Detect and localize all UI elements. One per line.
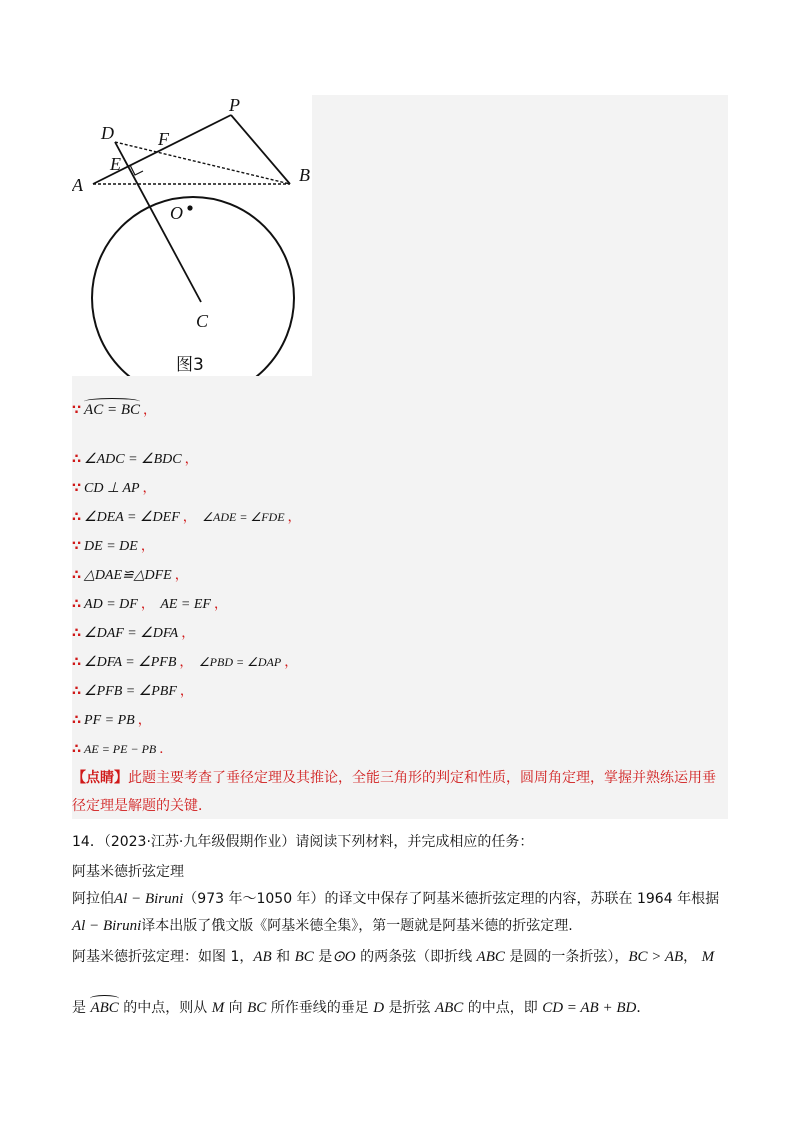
chord-pb [231, 115, 290, 184]
figure-caption: 图3 [176, 355, 204, 375]
proof-line-9: ∴ ∠DFA = ∠PFB ， ∠PBD = ∠DAP ， [72, 654, 298, 670]
label-b: B [299, 165, 310, 185]
label-d: D [101, 123, 114, 143]
paragraph-line-4: 是 ABC 的中点，则从 M 向 BC 所作垂线的垂足 D 是折弦 ABC 的中点，即 CD = AB + BD． [72, 997, 732, 1019]
note-text-1: 此题主要考查了垂径定理及其推论，全能三角形的判定和性质，圆周角定理，掌握并熟练运用垂 [128, 770, 716, 786]
chord-db [115, 142, 290, 184]
label-e: E [110, 154, 121, 174]
paragraph-line-2: Al − Biruni译本出版了俄文版《阿基米德全集》，第一题就是阿基米德的折弦定理. [72, 918, 573, 934]
proof-line-5: ∵ DE = DE ， [72, 538, 155, 554]
proof-line-10: ∴ ∠PFB = ∠PBF ， [72, 683, 194, 699]
question-header [72, 831, 732, 853]
note-tag: 【点睛】 [72, 770, 128, 786]
question-source: （2023·江苏·九年级假期作业）请阅读下列材料，并完成相应的任务： [103, 834, 534, 850]
paragraph-line-1: 阿拉伯Al − Biruni（973 年～1050 年）的译文中保存了阿基米德折弦定理的内容，苏联在 1964 年根据 [72, 891, 720, 907]
note-text-2: 径定理是解题的关键． [72, 798, 212, 814]
proof-line-8: ∴ ∠DAF = ∠DFA ， [72, 625, 195, 641]
proof-line-3: ∵ CD ⊥ AP ， [72, 480, 157, 496]
proof-line-1: ∵ AC = BC ， [72, 402, 157, 418]
proof-line-2: ∴ ∠ADC = ∠BDC ， [72, 451, 199, 467]
geometry-figure [72, 95, 312, 376]
label-o: O [170, 203, 183, 223]
proof-line-11: ∴ PF = PB ， [72, 712, 152, 728]
proof-line-7: ∴ AD = DF ， AE = EF ， [72, 596, 228, 612]
center-dot [187, 205, 192, 210]
proof-line-4: ∴ ∠DEA = ∠DEF ， ∠ADE = ∠FDE ， [72, 509, 302, 525]
proof-line-12: ∴ AE = PE − PB ． [72, 741, 173, 757]
label-p: P [229, 95, 240, 115]
proof-line-6: ∴ △DAE≌△DFE ， [72, 567, 189, 583]
label-c: C [196, 311, 209, 331]
theorem-heading: 阿基米德折弦定理 [72, 864, 184, 880]
question-number: 14． [72, 834, 104, 850]
circle-diagram [72, 95, 312, 376]
label-a: A [72, 175, 83, 195]
label-f: F [158, 129, 169, 149]
key-point-note [72, 764, 728, 820]
paragraph-line-3: 阿基米德折弦定理：如图 1，AB 和 BC 是⊙O 的两条弦（即折线 ABC 是圆的一条折弦），BC > AB， M [72, 949, 715, 965]
